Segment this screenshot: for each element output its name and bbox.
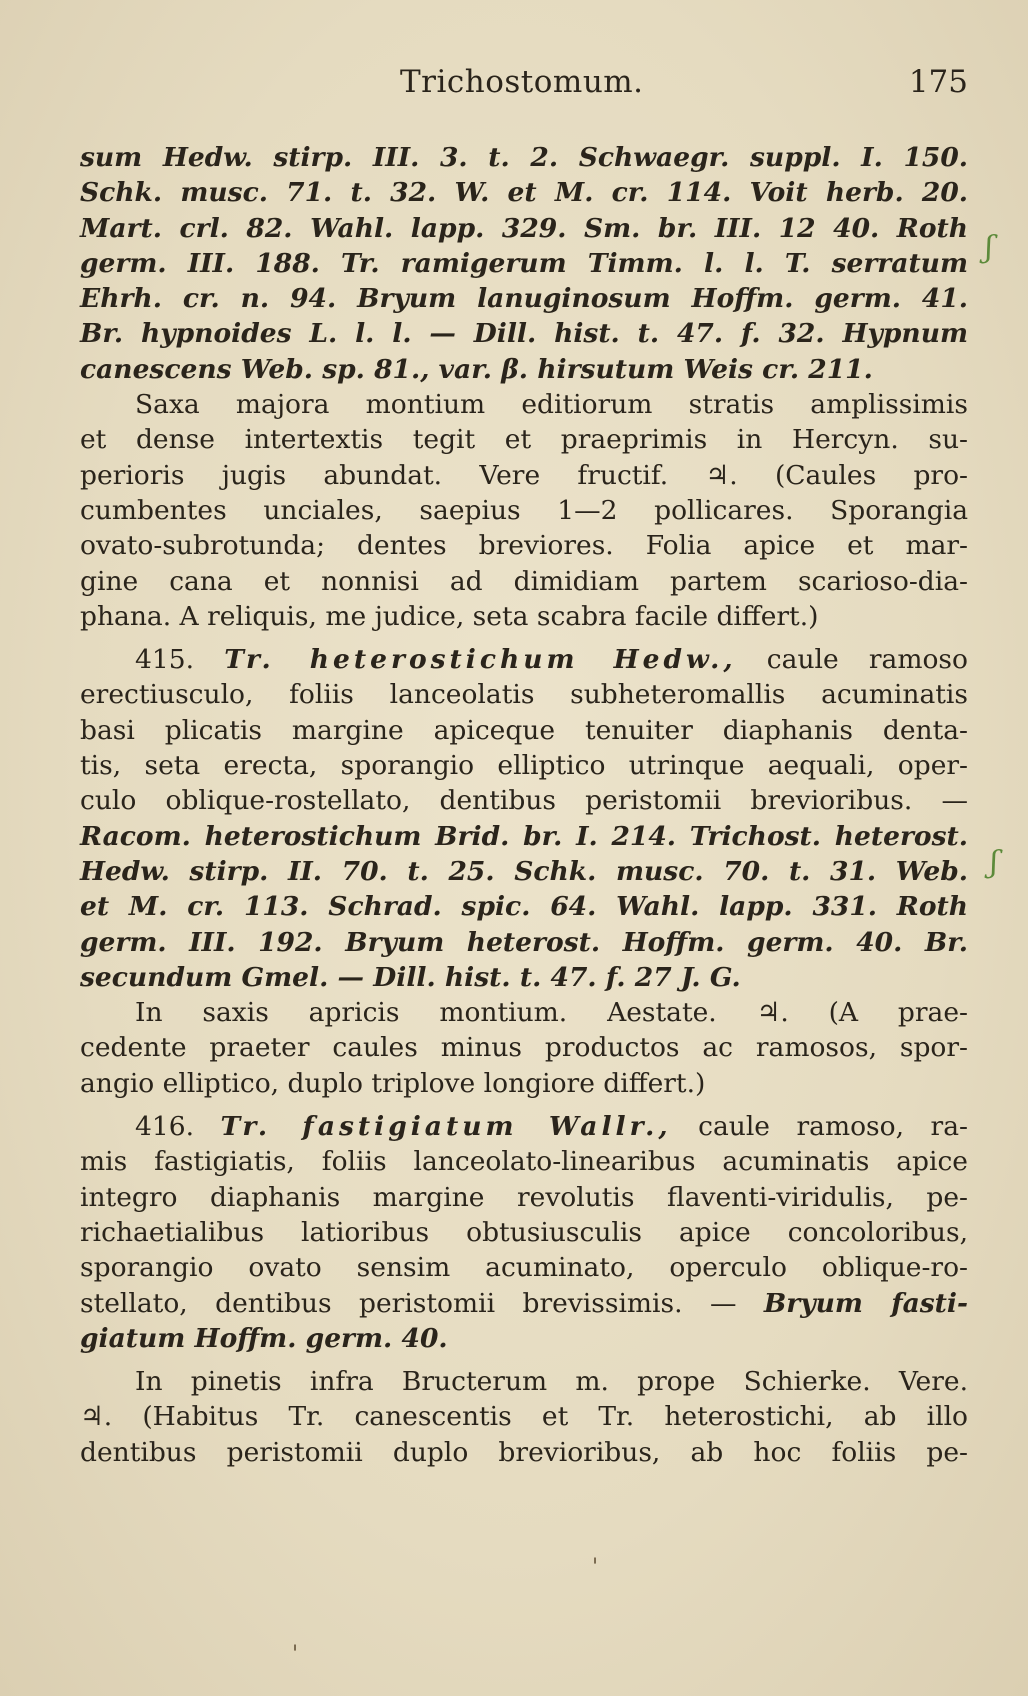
text-line: cumbentes unciales, saepius 1—2 pollicares. Sporangia xyxy=(80,494,968,526)
entry-heading xyxy=(80,1109,968,1144)
text-line: dentibus peristomii duplo brevioribus, ab hoc foliis pe- xyxy=(80,1436,968,1468)
text-line: germ. III. 188. Tr. ramigerum Timm. l. l. T. serratum xyxy=(80,247,968,279)
text-line: perioris jugis abundat. Vere fructif. ♃. (Caules pro- xyxy=(80,459,968,491)
text-line: Hedw. stirp. II. 70. t. 25. Schk. musc. 70. t. 31. Web. xyxy=(80,855,968,887)
text-line: ♃. (Habitus Tr. canescentis et Tr. heterostichi, ab illo xyxy=(80,1401,968,1433)
text-line: secundum Gmel. — Dill. hist. t. 47. f. 27 J. G. xyxy=(80,961,741,993)
text-line: et dense intertextis tegit et praeprimis in Hercyn. su- xyxy=(80,424,968,456)
species-entry-415 xyxy=(80,642,968,1101)
page-number: 175 xyxy=(908,64,968,100)
text-line: ovato-subrotunda; dentes breviores. Folia apice et mar- xyxy=(80,530,968,562)
text-line: tis, seta erecta, sporangio elliptico utrinque aequali, oper- xyxy=(80,750,968,782)
text-line: In pinetis infra Bructerum m. prope Schierke. Vere. xyxy=(135,1366,968,1398)
text-line: mis fastigiatis, foliis lanceolato-linearibus acuminatis apice xyxy=(80,1146,968,1178)
synonym-block-top xyxy=(80,140,968,387)
margin-pencil-mark: ʃ xyxy=(990,845,999,880)
text-line: angio elliptico, duplo triplove longiore differt.) xyxy=(80,1067,706,1099)
text-line: germ. III. 192. Bryum heterost. Hoffm. germ. 40. Br. xyxy=(80,926,968,958)
text-line: Saxa majora montium editiorum stratis amplissimis xyxy=(135,389,968,421)
habitat-paragraph-414 xyxy=(80,387,968,634)
text-line: richaetialibus latioribus obtusiusculis apice concoloribus, xyxy=(80,1216,968,1248)
diagnosis-end: stellato, dentibus peristomii brevissimis. — xyxy=(80,1287,737,1319)
text-line: et M. cr. 113. Schrad. spic. 64. Wahl. lapp. 331. Roth xyxy=(80,891,968,923)
text-line: Schk. musc. 71. t. 32. W. et M. cr. 114. Voit herb. 20. xyxy=(80,177,968,209)
diagnosis-start: caule ramoso, ra- xyxy=(698,1111,968,1143)
entry-number: 415. xyxy=(135,644,195,676)
running-title: Trichostomum. xyxy=(400,64,644,100)
text-line: Racom. heterostichum Brid. br. I. 214. Trichost. heterost. xyxy=(80,820,968,852)
species-entry-416 xyxy=(80,1109,968,1470)
text-line: giatum Hoffm. germ. 40. xyxy=(80,1322,448,1354)
species-name: Tr. fastigiatum Wallr., xyxy=(220,1111,672,1143)
text-line: Mart. crl. 82. Wahl. lapp. 329. Sm. br. III. 12 40. Roth xyxy=(80,212,968,244)
text-line: sum Hedw. stirp. III. 3. t. 2. Schwaegr. suppl. I. 150. xyxy=(80,142,968,173)
text-line: In saxis apricis montium. Aestate. ♃. (A prae- xyxy=(135,997,968,1029)
text-line: Br. hypnoides L. l. l. — Dill. hist. t. 47. f. 32. Hypnum xyxy=(80,318,968,350)
margin-pencil-mark: ʃ xyxy=(985,230,994,265)
entry-heading xyxy=(80,642,968,677)
text-line xyxy=(80,1286,968,1321)
text-line: phana. A reliquis, me judice, seta scabra facile differt.) xyxy=(80,600,819,632)
text-line: sporangio ovato sensim acuminato, operculo oblique-ro- xyxy=(80,1252,968,1284)
entry-number: 416. xyxy=(135,1111,195,1143)
text-line: Ehrh. cr. n. 94. Bryum lanuginosum Hoffm. germ. 41. xyxy=(80,283,968,315)
text-line: cedente praeter caules minus productos ac ramosos, spor- xyxy=(80,1032,968,1064)
text-line: integro diaphanis margine revolutis flaventi-viridulis, pe- xyxy=(80,1181,968,1213)
diagnosis-start: caule ramoso xyxy=(766,644,968,676)
text-line: basi plicatis margine apiceque tenuiter diaphanis denta- xyxy=(80,714,968,746)
paper-speck: ' xyxy=(292,1642,299,1667)
body-text xyxy=(80,140,968,1470)
synonym-start: Bryum fasti- xyxy=(763,1287,968,1319)
species-name: Tr. heterostichum Hedw., xyxy=(224,644,737,676)
text-line: culo oblique-rostellato, dentibus peristomii brevioribus. — xyxy=(80,785,968,817)
paper-speck: ' xyxy=(592,1555,599,1580)
text-line: gine cana et nonnisi ad dimidiam partem scarioso-dia- xyxy=(80,565,968,597)
page-header xyxy=(80,64,968,110)
text-line: erectiusculo, foliis lanceolatis subheteromallis acuminatis xyxy=(80,679,968,711)
text-line: canescens Web. sp. 81., var. β. hirsutum Weis cr. 211. xyxy=(80,353,873,385)
